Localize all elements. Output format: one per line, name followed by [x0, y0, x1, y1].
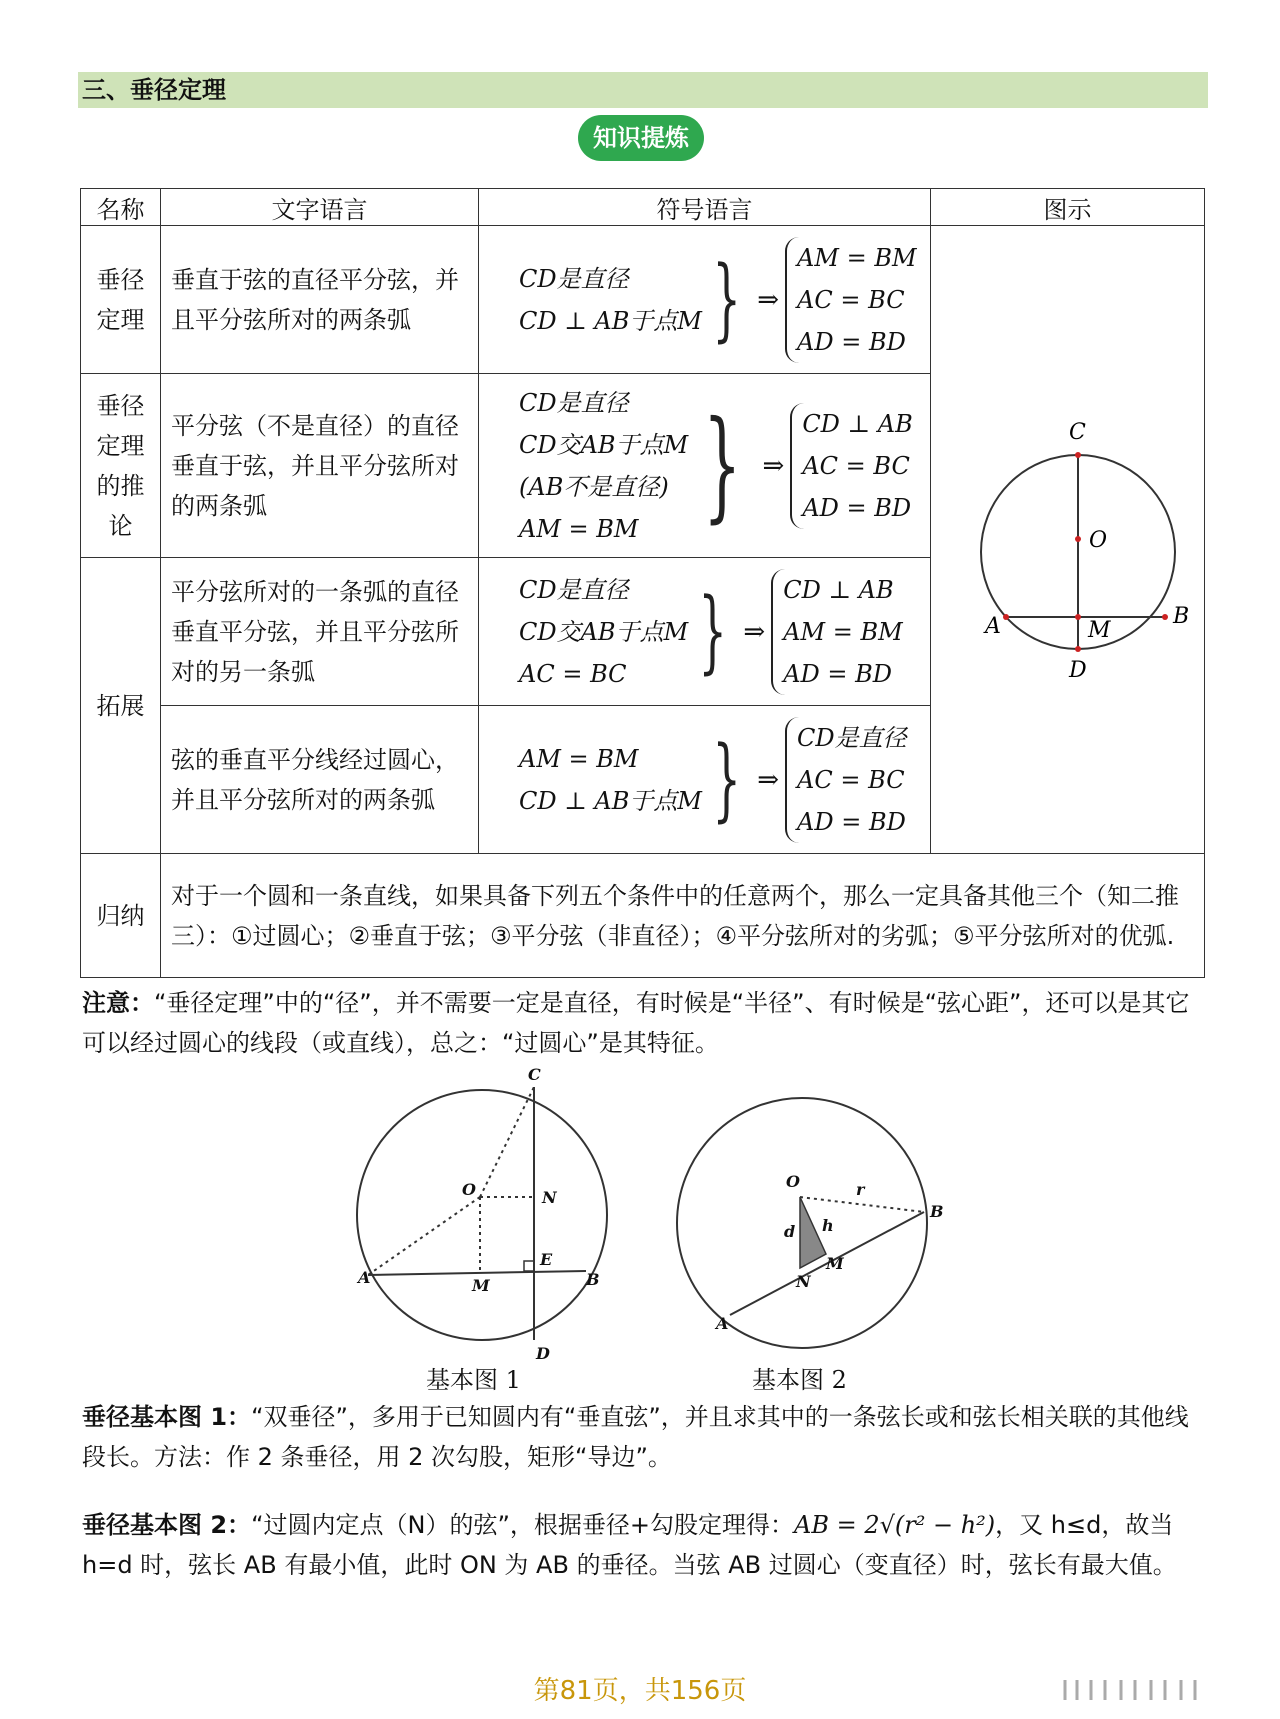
basic-figure-1 [357, 1087, 607, 1340]
row-name: 垂径定理 [81, 226, 161, 374]
fig1-label-O: O [462, 1180, 476, 1199]
note-paragraph [82, 983, 1212, 1063]
circle-figure-cell [931, 226, 1205, 854]
row-text: 平分弦（不是直径）的直径垂直于弦，并且平分弦所对的两条弧 [161, 374, 479, 558]
basic-figure-diagrams [0, 1065, 1280, 1365]
label-M: M [1088, 617, 1111, 643]
page-footer: 第81页，共156页 [533, 1676, 747, 1706]
label-B: B [1173, 603, 1190, 629]
row-text: 平分弦所对的一条弧的直径垂直平分弦，并且平分弦所对的另一条弧 [161, 558, 479, 706]
row-symbols: AM = BM CD ⊥ AB于点M } ⇒ CD是直径 AC = BC AD = BD [479, 706, 931, 854]
fig1-label-A: A [358, 1268, 371, 1287]
fig2-label-M: M [826, 1254, 844, 1273]
header-symbol: 符号语言 [479, 189, 931, 226]
summary-row [81, 854, 1205, 978]
section-title: 三、垂径定理 [78, 72, 1208, 108]
row-name: 拓展 [81, 558, 161, 854]
basic-figures [0, 1065, 1280, 1365]
table-header-row [81, 189, 1205, 226]
fig2-label-r: r [856, 1180, 865, 1199]
fig1-label-N: N [542, 1188, 557, 1207]
label-C: C [1069, 419, 1086, 445]
header-figure: 图示 [931, 189, 1205, 226]
knowledge-badge: 知识提炼 [578, 115, 704, 161]
theorem-table [80, 188, 1205, 978]
row-symbols: CD是直径 CD交AB于点M AC = BC } ⇒ CD ⊥ AB AM = BM AD = BD [479, 558, 931, 706]
basic-figure-2 [677, 1098, 927, 1348]
header-text: 文字语言 [161, 189, 479, 226]
fig1-label-D: D [536, 1344, 550, 1363]
fig1-label-C: C [528, 1065, 541, 1084]
row-name: 垂径定理的推论 [81, 374, 161, 558]
header-name: 名称 [81, 189, 161, 226]
label-A: A [985, 613, 1001, 639]
fig2-label-N: N [796, 1272, 811, 1291]
watermark-marks [1055, 1675, 1255, 1705]
fig2-caption: 基本图 2 [752, 1366, 847, 1394]
label-D: D [1069, 657, 1087, 683]
basic-figure-1-description: 垂径基本图 1：“双垂径”，多用于已知圆内有“垂直弦”，并且求其中的一条弦长或和弦长相关联的其他线段长。方法：作 2 条垂径，用 2 次勾股，矩形“导边”。 [82, 1403, 1189, 1471]
fig1-caption: 基本图 1 [426, 1366, 521, 1394]
fig1-label-M: M [472, 1276, 490, 1295]
fig2-label-h: h [822, 1216, 834, 1235]
row-symbols: CD是直径 CD ⊥ AB于点M } ⇒ AM = BM AC = BC AD = BD [479, 226, 931, 374]
row-text: 垂直于弦的直径平分弦，并且平分弦所对的两条弧 [161, 226, 479, 374]
table-row [81, 226, 1205, 374]
fig1-label-B: B [586, 1270, 600, 1289]
fig2-label-A: A [716, 1314, 729, 1333]
row-symbols: CD是直径 CD交AB于点M (AB不是直径) AM = BM } ⇒ CD ⊥ AB AC = BC AD = BD [479, 374, 931, 558]
fig2-label-O: O [786, 1172, 800, 1191]
fig2-label-B: B [930, 1202, 944, 1221]
basic-figure-2-description: 垂径基本图 2：“过圆内定点（N）的弦”，根据垂径+勾股定理得：AB = 2√(r² − h²)，又 h≤d，故当 h=d 时，弦长 AB 有最小值，此时 ON 为 AB 的垂径。当弦 AB 过圆心（变直径）时，弦长有最大值。 [82, 1511, 1177, 1579]
row-text: 弦的垂直平分线经过圆心，并且平分弦所对的两条弧 [161, 706, 479, 854]
label-O: O [1089, 527, 1108, 553]
note-label: 注意： [82, 989, 154, 1017]
summary-name: 归纳 [81, 854, 161, 978]
note-text: “垂径定理”中的“径”，并不需要一定是直径，有时候是“半径”、有时候是“弦心距”，还可以是其它可以经过圆心的线段（或直线），总之：“过圆心”是其特征。 [82, 989, 1190, 1057]
fig2-label-d: d [784, 1222, 796, 1241]
chord-length-formula: AB = 2√(r² − h²) [794, 1511, 996, 1539]
circle-diagram [941, 227, 1215, 847]
fig1-label-E: E [540, 1250, 553, 1269]
summary-text: 对于一个圆和一条直线，如果具备下列五个条件中的任意两个，那么一定具备其他三个（知二推三）：①过圆心；②垂直于弦；③平分弦（非直径）；④平分弦所对的劣弧；⑤平分弦所对的优弧. [161, 854, 1205, 978]
